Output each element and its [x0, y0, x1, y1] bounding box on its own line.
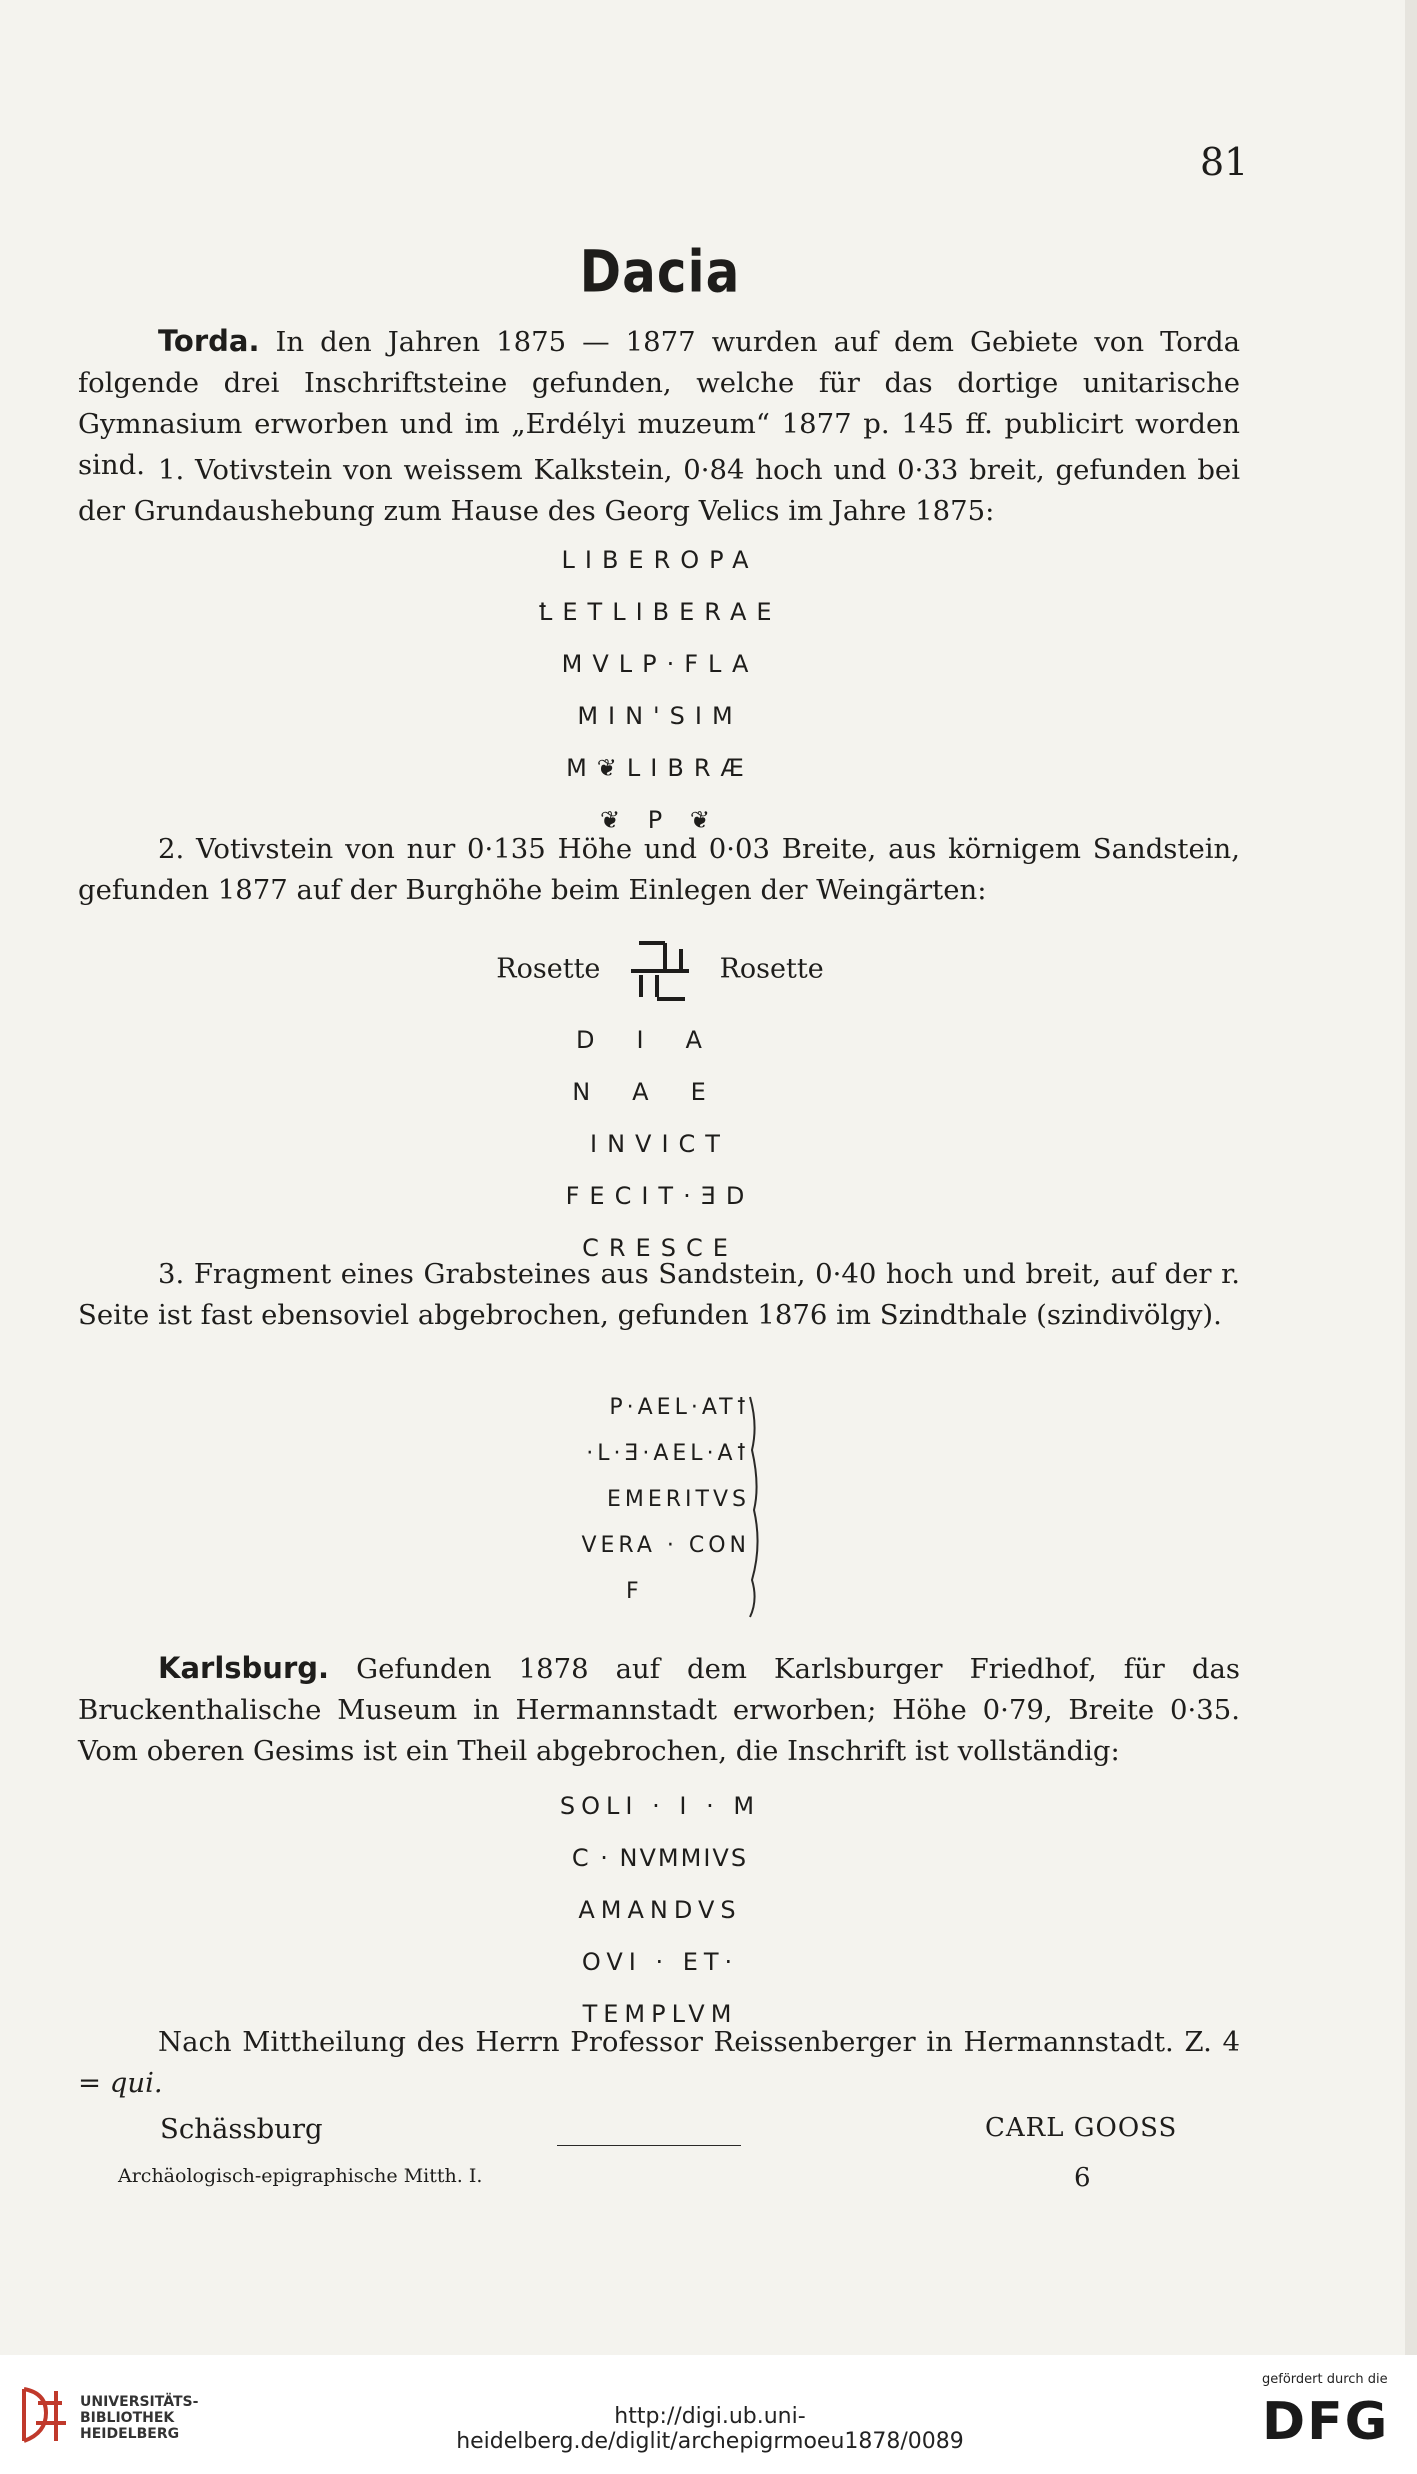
inscription-line: ❦ P ❦ [600, 806, 720, 834]
item-1-text: 1. Votivstein von weissem Kalkstein, 0·84 hoch und 0·33 breit, gefunden bei der Grundaushebung zum Hause des Georg Velics im Jahre 1875: [78, 454, 1240, 527]
signature-name: CARL GOOSS [985, 2113, 1178, 2143]
sheet-number: 6 [1074, 2163, 1091, 2193]
rosette-symbol-icon [627, 935, 693, 1005]
inscription-line: P·AEL·ATꝉ [609, 1395, 750, 1420]
inscription-line: LIBEROPA [561, 546, 759, 574]
torda-item-3 [78, 1254, 1240, 1336]
karlsburg-note [78, 2022, 1240, 2104]
inscription-3 [560, 1385, 750, 1615]
inscription-line: AMANDVS [578, 1896, 742, 1924]
inscription-line: F [626, 1579, 643, 1604]
inscription-line: NAE [572, 1078, 748, 1106]
signature-place: Schässburg [160, 2113, 323, 2145]
inscription-line: VERA · CON [581, 1533, 750, 1558]
torda-intro-text: In den Jahren 1875 — 1877 wurden auf dem Gebiete von Torda folgende drei Inschriftsteine gefunden, welche für das dortige unitarische Gymnasium erworben und im „Erdélyi muzeum“ 1877 p. 145 ff. publicirt worden sind. [78, 326, 1240, 481]
inscription-line: SOLI · I · M [559, 1792, 761, 1820]
inscription-2 [0, 1014, 1320, 1274]
rosette-line [0, 935, 1320, 1005]
inscription-line: DIA [576, 1026, 744, 1054]
note-qui: qui. [109, 2067, 163, 2099]
item-3-text: 3. Fragment eines Grabsteines aus Sandstein, 0·40 hoch und breit, auf der r. Seite ist fast ebensoviel abgebrochen, gefunden 1876 im Szindthale (szindivölgy). [78, 1258, 1240, 1331]
torda-item-1 [78, 450, 1240, 532]
rosette-left-label: Rosette [496, 953, 601, 985]
logo-line: HEIDELBERG [80, 2426, 180, 2442]
torda-item-2 [78, 829, 1240, 911]
inscription-line: FECIT·ƎD [565, 1182, 755, 1210]
torda-heading: Torda. [158, 324, 260, 358]
inscription-line: ꝈETLIBERAE [538, 598, 782, 626]
note-text: Nach Mittheilung des Herrn Professor Reissenberger in Hermannstadt. Z. 4 = [78, 2026, 1240, 2099]
inscription-line: INVICT [590, 1130, 730, 1158]
karlsburg-text: Gefunden 1878 auf dem Karlsburger Friedhof, für das Bruckenthalische Museum in Hermannstadt erworben; Höhe 0·79, Breite 0·35. Vom oberen Gesims ist ein Theil abgebrochen, die Inschrift ist vollständig: [78, 1653, 1240, 1767]
inscription-line: EMERITVS [606, 1487, 750, 1512]
inscription-line: ·L·Ǝ·AEL·Aꝉ [586, 1441, 750, 1466]
inscription-line: M❦LIBRÆ [566, 754, 754, 782]
page-number: 81 [1200, 140, 1249, 184]
divider [557, 2145, 741, 2146]
page-edge-shadow [1405, 0, 1417, 2355]
karlsburg-paragraph [78, 1648, 1240, 1772]
journal-footer: Archäologisch-epigraphische Mitth. I. [118, 2165, 483, 2187]
logo-line: UNIVERSITÄTS- [80, 2394, 199, 2410]
funding-note: gefördert durch die [1262, 2372, 1388, 2387]
inscription-line: MIN'SIM [577, 702, 743, 730]
university-logo-icon [16, 2383, 72, 2447]
inscription-line: CRESCE [582, 1234, 738, 1262]
inscription-line: C · NVMMIVS [571, 1844, 749, 1872]
karlsburg-heading: Karlsburg. [158, 1651, 330, 1685]
fracture-edge-icon [746, 1395, 764, 1620]
rosette-right-label: Rosette [719, 953, 824, 985]
inscription-1 [0, 534, 1320, 846]
item-2-text: 2. Votivstein von nur 0·135 Höhe und 0·03 Breite, aus körnigem Sandstein, gefunden 1877 auf der Burghöhe beim Einlegen der Weingärten: [78, 833, 1240, 906]
inscription-line: MVLP·FLA [561, 650, 759, 678]
inscription-karlsburg [0, 1780, 1320, 2040]
page-title: Dacia [579, 238, 741, 306]
dfg-logo: DFG [1262, 2392, 1390, 2452]
inscription-line: TEMPLVM [582, 2000, 738, 2028]
inscription-line: OVI · ET· [581, 1948, 739, 1976]
library-logo-text [80, 2394, 198, 2442]
permalink[interactable]: http://digi.ub.uni-heidelberg.de/diglit/archepigrmoeu1878/0089 [456, 2404, 964, 2454]
logo-line: BIBLIOTHEK [80, 2410, 175, 2426]
